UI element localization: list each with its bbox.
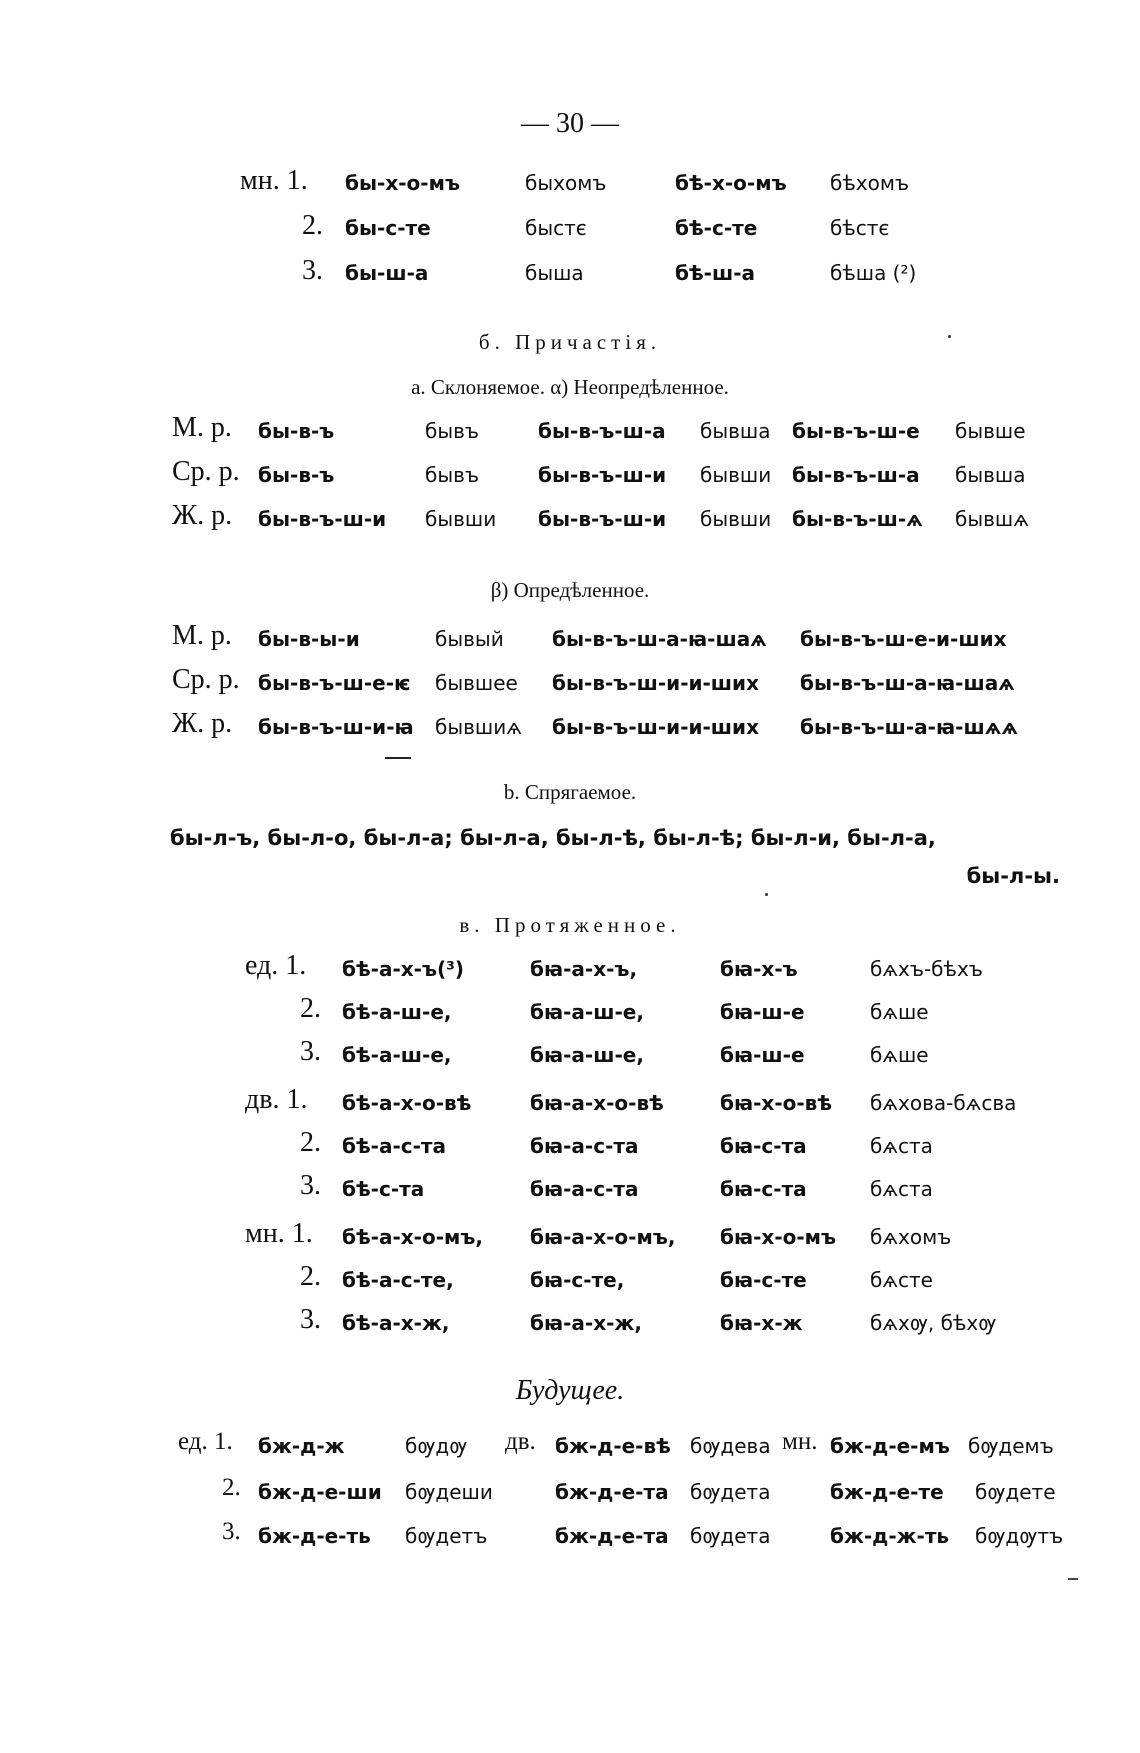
cyrillic-form: бывъ [425, 419, 480, 443]
cyrillic-form: быхомъ [525, 171, 607, 195]
syllabic-form: бꙗ-а-х-о-мъ, [530, 1225, 676, 1249]
cyrillic-form: бѹдета [690, 1480, 771, 1504]
cyrillic-form: бѧсте [870, 1268, 933, 1292]
syllabic-form: бы-в-ъ [258, 463, 335, 487]
section-heading: а. Склоняемое. α) Неопредѣленное. [411, 375, 729, 399]
section-heading: б. Причастія. [478, 330, 662, 354]
cyrillic-form: бывшѧ [955, 507, 1029, 531]
table-row [0, 1084, 1140, 1124]
syllabic-form: бꙗ-а-ш-е, [530, 1043, 644, 1067]
cyrillic-form: бѹдева [690, 1434, 771, 1458]
section-heading: β) Опредѣленное. [490, 578, 650, 602]
syllabic-form: бѣ-х-о-мъ [675, 171, 787, 195]
syllabic-form: бы-в-ъ-ш-и [538, 507, 667, 531]
table-row [0, 412, 1140, 452]
syllabic-form: бы-в-ъ-ш-е [792, 419, 920, 443]
page-number: — 30 — [521, 108, 619, 139]
row-label: Ж. р. [172, 500, 233, 531]
syllabic-form: бж-д-е-мъ [830, 1434, 950, 1458]
syllabic-form: бы-в-ъ-ш-е-ѥ [258, 671, 411, 695]
syllabic-form: бꙗ-а-х-о-вѣ [530, 1091, 664, 1115]
syllabic-form: бѣ-а-х-ж, [342, 1311, 450, 1335]
cyrillic-form: бѣстє [830, 216, 890, 240]
cyrillic-form: быша [525, 261, 584, 285]
syllabic-form: бы-в-ъ-ш-и [538, 463, 667, 487]
syllabic-form: бꙗ-х-о-вѣ [720, 1091, 833, 1115]
cyrillic-form: бѧхъ-бѣхъ [870, 957, 983, 981]
syllabic-form: бы-в-ъ-ш-а-ꙗ-шѧѧ [800, 715, 1018, 739]
table-row [0, 1474, 1140, 1514]
row-label: 2. [302, 210, 323, 241]
row-label: 3. [300, 1036, 321, 1067]
row-label: 3. [302, 255, 323, 286]
syllabic-form: бж-д-е-та [555, 1524, 669, 1548]
table-row [0, 255, 1140, 295]
syllabic-form: бꙗ-с-та [720, 1134, 807, 1158]
row-label: ед. 1. [178, 1428, 233, 1455]
table-row [0, 1428, 1140, 1468]
row-label: 3. [300, 1170, 321, 1201]
table-row [0, 620, 1140, 660]
cyrillic-form: бѧше [870, 1043, 929, 1067]
table-row [0, 1518, 1140, 1558]
conjugated-forms [170, 826, 1060, 888]
row-label: 3. [222, 1518, 241, 1545]
syllabic-form: бж-д-е-ши [258, 1480, 382, 1504]
syllabic-form: бꙗ-с-та [720, 1177, 807, 1201]
syllabic-form: бꙗ-а-с-та [530, 1177, 639, 1201]
row-label: 2. [300, 1127, 321, 1158]
row-label: 2. [300, 993, 321, 1024]
cyrillic-form: бѣша (²) [830, 261, 917, 285]
row-label: 3. [300, 1304, 321, 1335]
cyrillic-form: бѧста [870, 1134, 933, 1158]
cyrillic-form: бывъ [425, 463, 480, 487]
syllabic-form: бы-в-ъ-ш-ѧ [792, 507, 923, 531]
cyrillic-form: бѧше [870, 1000, 929, 1024]
cyrillic-form: бѧхѹ, бѣхѹ [870, 1311, 997, 1335]
syllabic-form: бы-в-ъ-ш-а-ꙗ-шаѧ [800, 671, 1015, 695]
table-row [0, 708, 1140, 748]
row-label: ед. 1. [245, 950, 307, 981]
table-row [0, 1170, 1140, 1210]
table-row [0, 1127, 1140, 1167]
section-heading-future: Будущее. [515, 1375, 625, 1406]
cyrillic-form: бѹдеши [405, 1480, 493, 1504]
cyrillic-form: бѧхова-бѧсва [870, 1091, 1017, 1115]
underline-mark [385, 757, 411, 759]
cyrillic-form: бывши [700, 463, 772, 487]
syllabic-form: бꙗ-а-с-та [530, 1134, 639, 1158]
syllabic-form: бы-в-ы-и [258, 627, 360, 651]
syllabic-form: бы-с-те [345, 216, 431, 240]
table-row [0, 165, 1140, 205]
table-row [0, 993, 1140, 1033]
cyrillic-form: бывшиѧ [435, 715, 522, 739]
row-label: Ж. р. [172, 708, 233, 739]
cyrillic-form: бѣхомъ [830, 171, 910, 195]
syllabic-form: бꙗ-ш-е [720, 1000, 805, 1024]
row-label: М. р. [172, 620, 232, 651]
cyrillic-form: бѹдѹ [405, 1434, 468, 1458]
syllabic-form: бы-в-ъ-ш-и-ꙗ [258, 715, 414, 739]
cyrillic-form: бывше [955, 419, 1026, 443]
conjugated-line: бы-л-ы. [966, 864, 1060, 888]
section-heading: в. Протяженное. [459, 913, 681, 937]
syllabic-form: бы-ш-а [345, 261, 429, 285]
syllabic-form: бѣ-а-х-ъ(³) [342, 957, 465, 981]
syllabic-form: бы-в-ъ [258, 419, 335, 443]
syllabic-form: бы-в-ъ-ш-а [792, 463, 920, 487]
syllabic-form: бы-в-ъ-ш-и-и-ших [552, 715, 759, 739]
table-row [0, 1218, 1140, 1258]
syllabic-form: бꙗ-х-о-мъ [720, 1225, 837, 1249]
cyrillic-form: бывши [425, 507, 497, 531]
number-label: мн. [782, 1428, 818, 1455]
syllabic-form: бѣ-а-ш-е, [342, 1043, 452, 1067]
syllabic-form: бѣ-а-х-о-вѣ [342, 1091, 472, 1115]
row-label: дв. 1. [245, 1084, 308, 1115]
cyrillic-form: бѹдѹтъ [975, 1524, 1064, 1548]
syllabic-form: бѣ-ш-а [675, 261, 756, 285]
syllabic-form: бѣ-а-с-та [342, 1134, 447, 1158]
row-label: мн. 1. [240, 165, 308, 196]
speck [765, 893, 768, 896]
table-row [0, 456, 1140, 496]
row-label: Ср. р. [172, 456, 240, 487]
syllabic-form: бꙗ-с-те [720, 1268, 807, 1292]
speck [948, 335, 951, 338]
section-heading: b. Спрягаемое. [503, 780, 637, 804]
table-row [0, 1261, 1140, 1301]
row-label: мн. 1. [245, 1218, 313, 1249]
syllabic-form: бꙗ-ш-е [720, 1043, 805, 1067]
syllabic-form: бы-в-ъ-ш-и [258, 507, 387, 531]
syllabic-form: бы-в-ъ-ш-а [538, 419, 666, 443]
cyrillic-form: бѧхомъ [870, 1225, 952, 1249]
cyrillic-form: бывша [955, 463, 1026, 487]
syllabic-form: бж-д-е-вѣ [555, 1434, 671, 1458]
syllabic-form: бꙗ-а-ш-е, [530, 1000, 644, 1024]
syllabic-form: бж-д-е-ть [258, 1524, 371, 1548]
speck [1068, 1578, 1078, 1580]
syllabic-form: бы-х-о-мъ [345, 171, 460, 195]
syllabic-form: бѣ-а-х-о-мъ, [342, 1225, 483, 1249]
table-row [0, 950, 1140, 990]
syllabic-form: бѣ-а-с-те, [342, 1268, 454, 1292]
syllabic-form: бꙗ-х-ж [720, 1311, 803, 1335]
syllabic-form: бж-д-е-те [830, 1480, 944, 1504]
conjugated-line: бы-л-ъ, бы-л-о, бы-л-а; бы-л-а, бы-л-ѣ, бы-л-ѣ; бы-л-и, бы-л-а, [170, 826, 936, 850]
syllabic-form: бꙗ-с-те, [530, 1268, 625, 1292]
syllabic-form: бы-в-ъ-ш-и-и-ших [552, 671, 759, 695]
number-label: дв. [505, 1428, 536, 1455]
table-row [0, 1304, 1140, 1344]
cyrillic-form: бѹдемъ [968, 1434, 1054, 1458]
syllabic-form: бꙗ-а-х-ъ, [530, 957, 638, 981]
cyrillic-form: бывша [700, 419, 771, 443]
syllabic-form: бѣ-а-ш-е, [342, 1000, 452, 1024]
cyrillic-form: бывый [435, 627, 504, 651]
syllabic-form: бѣ-с-те [675, 216, 758, 240]
cyrillic-form: бѹдете [975, 1480, 1056, 1504]
syllabic-form: бы-в-ъ-ш-е-и-ших [800, 627, 1007, 651]
table-row [0, 500, 1140, 540]
table-row [0, 1036, 1140, 1076]
syllabic-form: бѣ-с-та [342, 1177, 425, 1201]
syllabic-form: бж-д-е-та [555, 1480, 669, 1504]
syllabic-form: бы-в-ъ-ш-а-ꙗ-шаѧ [552, 627, 767, 651]
table-row [0, 210, 1140, 250]
syllabic-form: бꙗ-а-х-ж, [530, 1311, 642, 1335]
row-label: 2. [222, 1474, 241, 1501]
syllabic-form: бꙗ-х-ъ [720, 957, 798, 981]
syllabic-form: бж-д-ж-ть [830, 1524, 950, 1548]
cyrillic-form: бѹдетъ [405, 1524, 488, 1548]
cyrillic-form: бѧста [870, 1177, 933, 1201]
row-label: М. р. [172, 412, 232, 443]
row-label: 2. [300, 1261, 321, 1292]
cyrillic-form: быстє [525, 216, 587, 240]
table-row [0, 664, 1140, 704]
cyrillic-form: бывши [700, 507, 772, 531]
cyrillic-form: бѹдета [690, 1524, 771, 1548]
syllabic-form: бж-д-ж [258, 1434, 345, 1458]
row-label: Ср. р. [172, 664, 240, 695]
cyrillic-form: бывшее [435, 671, 518, 695]
